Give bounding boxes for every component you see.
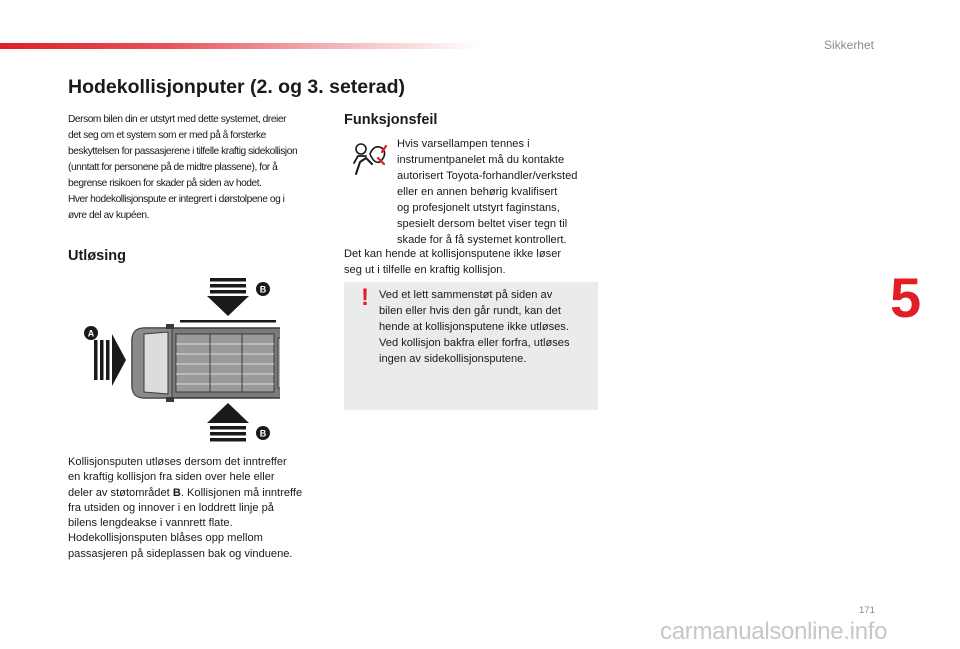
deployment-paragraph (68, 455, 330, 562)
malfunction-line: Det kan hende at kollisjonsputene ikke løser (344, 248, 562, 260)
malfunction-line: spesielt dersom beltet viser tegn til (397, 218, 568, 230)
airbag-warning-icon (352, 142, 388, 176)
deployment-line-pre: deler av støtområdet (68, 486, 173, 499)
chapter-number: 5 (890, 266, 922, 329)
label-b-bottom: B (259, 428, 267, 439)
malfunction-line: autorisert Toyota-forhandler/verksted (397, 170, 578, 182)
deployment-line: fra utsiden og innover i en loddrett linje på (68, 501, 274, 514)
intro-line: det seg om et system som er med på å forsterke (68, 130, 266, 141)
intro-line: Hver hodekollisjonspute er integrert i dørstolpene og i (68, 194, 285, 205)
malfunction-line: skade for å få systemet kontrollert. (397, 234, 567, 246)
watermark: carmanualsonline.info (660, 618, 888, 645)
malfunction-heading: Funksjonsfeil (344, 112, 438, 128)
impact-zone-ref: B (172, 486, 181, 499)
notice-line: ingen av sidekollisjonsputene. (379, 353, 527, 365)
section-name: Sikkerhet (823, 38, 874, 52)
intro-line: øvre del av kupéen. (68, 210, 149, 221)
header-accent-bar (0, 43, 480, 49)
label-a: A (87, 328, 95, 339)
impact-zone-diagram (80, 278, 280, 444)
notice-line: bilen eller hvis den går rundt, kan det (379, 305, 561, 317)
exclamation-icon: ! (361, 284, 369, 311)
intro-paragraph (68, 112, 330, 224)
malfunction-line: instrumentpanelet må du kontakte (397, 154, 565, 166)
notice-text (379, 287, 594, 367)
deployment-line: Kollisjonsputen utløses dersom det inntreffer (68, 456, 287, 468)
page-number: 171 (859, 605, 875, 616)
label-a-badge (84, 326, 98, 340)
intro-line: (unntatt for personene på de midtre plassene), for å (68, 162, 278, 173)
notice-line: Ved et lett sammenstøt på siden av (379, 289, 553, 301)
page-title: Hodekollisjonputer (2. og 3. seterad) (68, 76, 405, 98)
label-b-top-badge (256, 282, 270, 296)
deployment-heading: Utløsing (68, 248, 126, 264)
deployment-line: Hodekollisjonsputen blåses opp mellom (68, 532, 263, 545)
label-b-top: B (259, 284, 267, 295)
impact-arrow-front (94, 334, 126, 386)
deployment-line: bilens lengdeakse i vannrett flate. (68, 517, 233, 530)
deployment-line: en kraftig kollisjon fra siden over hele eller (68, 471, 275, 484)
malfunction-paragraph-tail (344, 246, 604, 278)
intro-line: begrense risikoen for skader på siden av hodet. (68, 178, 262, 189)
intro-line: Dersom bilen din er utstyrt med dette systemet, dreier (68, 114, 287, 125)
deployment-line (68, 486, 330, 501)
notice-box (344, 282, 598, 410)
malfunction-paragraph (397, 136, 602, 248)
malfunction-line: eller en annen behørig kvalifisert (397, 186, 558, 198)
notice-line: Ved kollisjon bakfra eller forfra, utløses (379, 337, 570, 349)
intro-line: beskyttelsen for passasjerene i tilfelle kraftig sidekollisjon (68, 146, 298, 157)
deployment-line: passasjeren på sideplassen bak og vinduene. (68, 547, 293, 560)
malfunction-line: og profesjonelt utstyrt faginstans, (397, 202, 560, 214)
malfunction-line: seg ut i tilfelle en kraftig kollisjon. (344, 264, 506, 276)
van-top-view (132, 324, 280, 402)
deployment-line-post: . Kollisjonen må inntreffe (180, 486, 303, 499)
label-b-bottom-badge (256, 426, 270, 440)
notice-line: hende at kollisjonsputene ikke utløses. (379, 321, 569, 333)
malfunction-line: Hvis varsellampen tennes i (397, 138, 530, 150)
